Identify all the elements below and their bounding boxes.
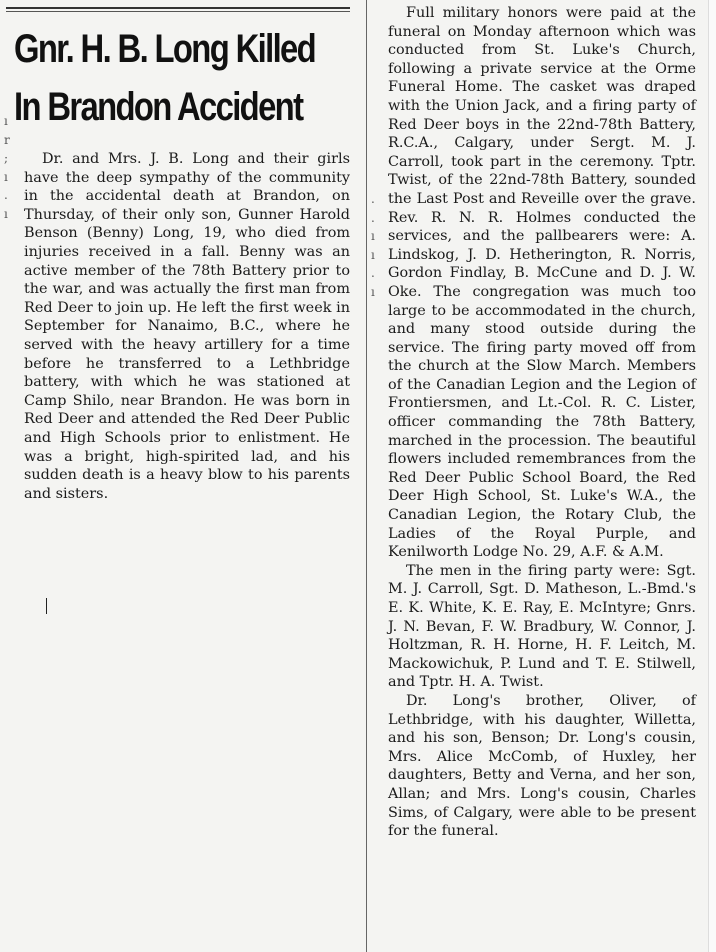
left-margin-marks: ı r ; ı . ı (4, 114, 10, 221)
column-divider (366, 0, 367, 952)
right-column (388, 4, 696, 841)
article-paragraph: Dr. and Mrs. J. B. Long and their girls have the deep sympathy of the community in the accidental death at Brandon, on Thursday, of their only son, Gunner Harold Benson (Benny) Long, 19, who died from injuries received in a fall. Benny was an active member of the 78th Battery prior to the war, and was actually the first man from Red Deer to join up. He left the first week in September for Nanaimo, B.C., where he served with the heavy artillery for a time before he transferred to a Lethbridge battery, with which he was stationed at Camp Shilo, near Brandon. He was born in Red Deer and attended the Red Deer Public and High Schools prior to enlistment. He was a bright, high-spirited lad, and his sudden death is a heavy blow to his parents and sisters. (24, 151, 350, 502)
page-edge (708, 0, 716, 952)
headline-line-1: Gnr. H. B. Long Killed (14, 27, 316, 71)
relatives-paragraph: Dr. Long's brother, Oliver, of Lethbridge, with his daughter, Willetta, and his son, Benson; Dr. Long's cousin, Mrs. Alice McComb, of Huxley, her daughters, Betty and Verna, and her son, Allan; and Mrs. Long's cousin, Charles Sims, of Calgary, were able to be present for the funeral. (388, 692, 696, 840)
headline-line-2: In Brandon Accident (14, 85, 303, 129)
left-column (24, 150, 350, 503)
top-rule (6, 7, 350, 9)
right-margin-marks: . . ı ı . ı (371, 192, 375, 299)
text-cursor (46, 598, 47, 614)
headline (14, 20, 316, 136)
firing-party-paragraph: The men in the firing party were: Sgt. M. J. Carroll, Sgt. D. Matheson, L.-Bmd.'s E. K. White, K. E. Ray, E. McIntyre; Gnrs. J. N. Bevan, F. W. Bradbury, W. Connor, J. Holtzman, R. H. Horne, H. F. Leitch, M. Mackowichuk, P. Lund and T. E. Stilwell, and Tptr. H. A. Twist. (388, 562, 696, 691)
top-rule-thin (6, 11, 350, 12)
funeral-paragraph: Full military honors were paid at the funeral on Monday afternoon which was conducted from St. Luke's Church, following a private service at the Orme Funeral Home. The casket was draped with the Union Jack, and a firing party of Red Deer boys in the 22nd-78th Battery, R.C.A., Calgary, under Sergt. M. J. Carroll, took part in the ceremony. Tptr. Twist, of the 22nd-78th Battery, sounded the Last Post and Reveille over the grave. Rev. R. N. R. Holmes conducted the services, and the pallbearers were: A. Lindskog, J. D. Hetherington, R. Norris, Gordon Findlay, B. McCune and D. J. W. Oke. The congregation was much too large to be accommodated in the church, and many stood outside during the service. The firing party moved off from the church at the Slow March. Members of the Canadian Legion and the Legion of Frontiersmen, and Lt.-Col. R. C. Lister, officer commanding the 78th Battery, marched in the procession. The beautiful flowers included remembrances from the Red Deer Public School Board, the Red Deer High School, St. Luke's W.A., the Canadian Legion, the Rotary Club, the Ladies of the Royal Purple, and Kenilworth Lodge No. 29, A.F. & A.M. (388, 5, 696, 561)
